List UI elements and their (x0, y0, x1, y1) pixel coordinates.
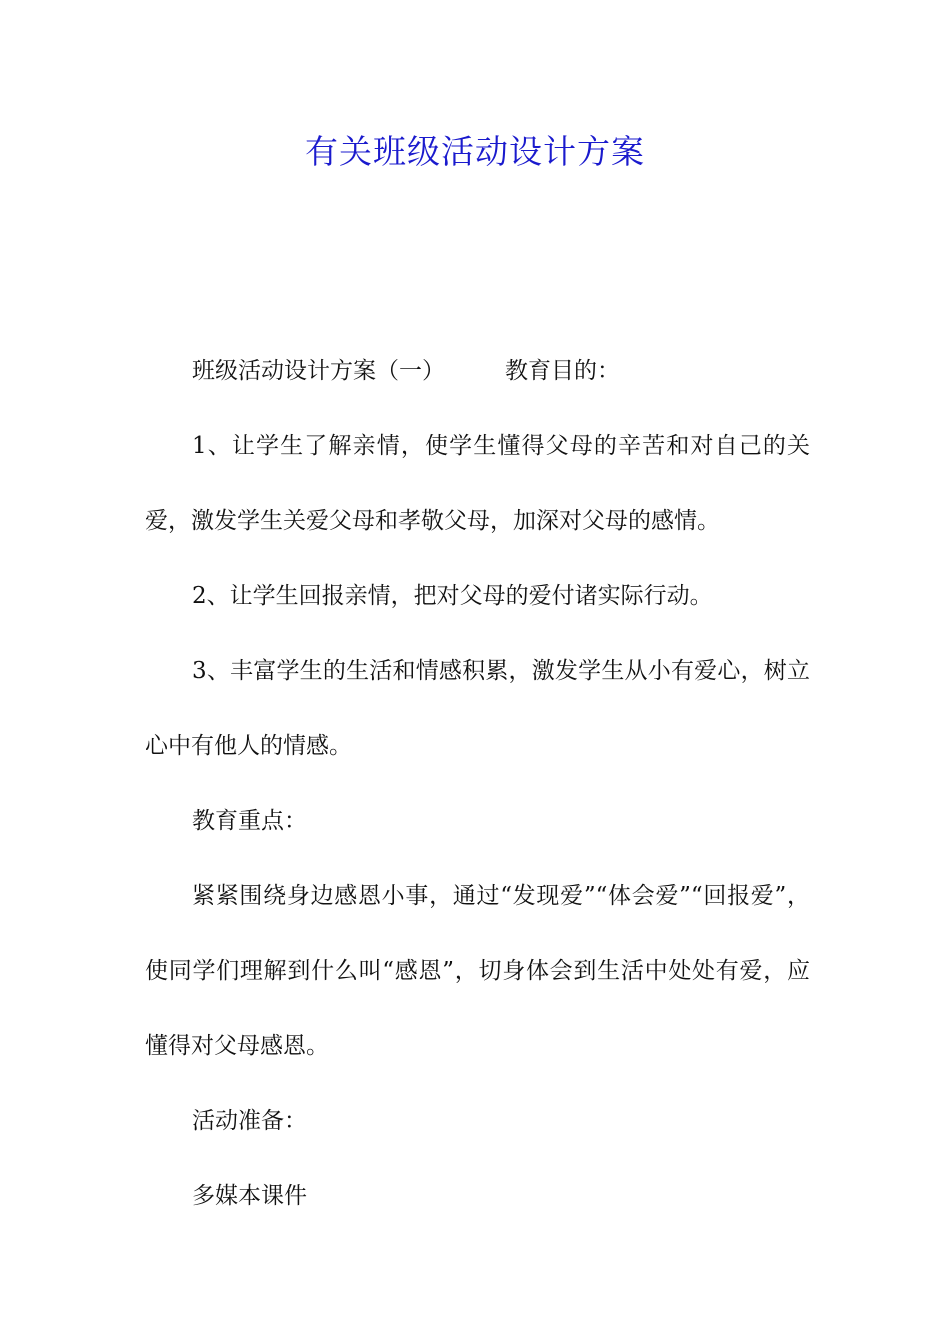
document-body (145, 334, 810, 1234)
paragraph-plan-heading (145, 334, 810, 409)
paragraph-preparation-heading: 活动准备： (192, 1108, 307, 1134)
document-title: 有关班级活动设计方案 (305, 132, 645, 171)
paragraph-focus-heading: 教育重点： (192, 808, 307, 834)
plan-heading-text: 班级活动设计方案（一） (192, 358, 445, 384)
paragraph-goal-3: 3、丰富学生的生活和情感积累，激发学生从小有爱心，树立心中有他人的情感。 (145, 658, 810, 759)
education-goal-heading: 教育目的： (505, 358, 620, 384)
paragraph-focus-content: 紧紧围绕身边感恩小事，通过“发现爱”“体会爱”“回报爱”，使同学们理解到什么叫“感恩”，切身体会到生活中处处有爱，应懂得对父母感恩。 (145, 883, 810, 1059)
paragraph-preparation-content: 多媒本课件 (192, 1183, 307, 1209)
paragraph-goal-2: 2、让学生回报亲情，把对父母的爱付诸实际行动。 (192, 583, 713, 609)
paragraph-goal-1: 1、让学生了解亲情，使学生懂得父母的辛苦和对自己的关爱，激发学生关爱父母和孝敬父母，加深对父母的感情。 (145, 433, 810, 534)
